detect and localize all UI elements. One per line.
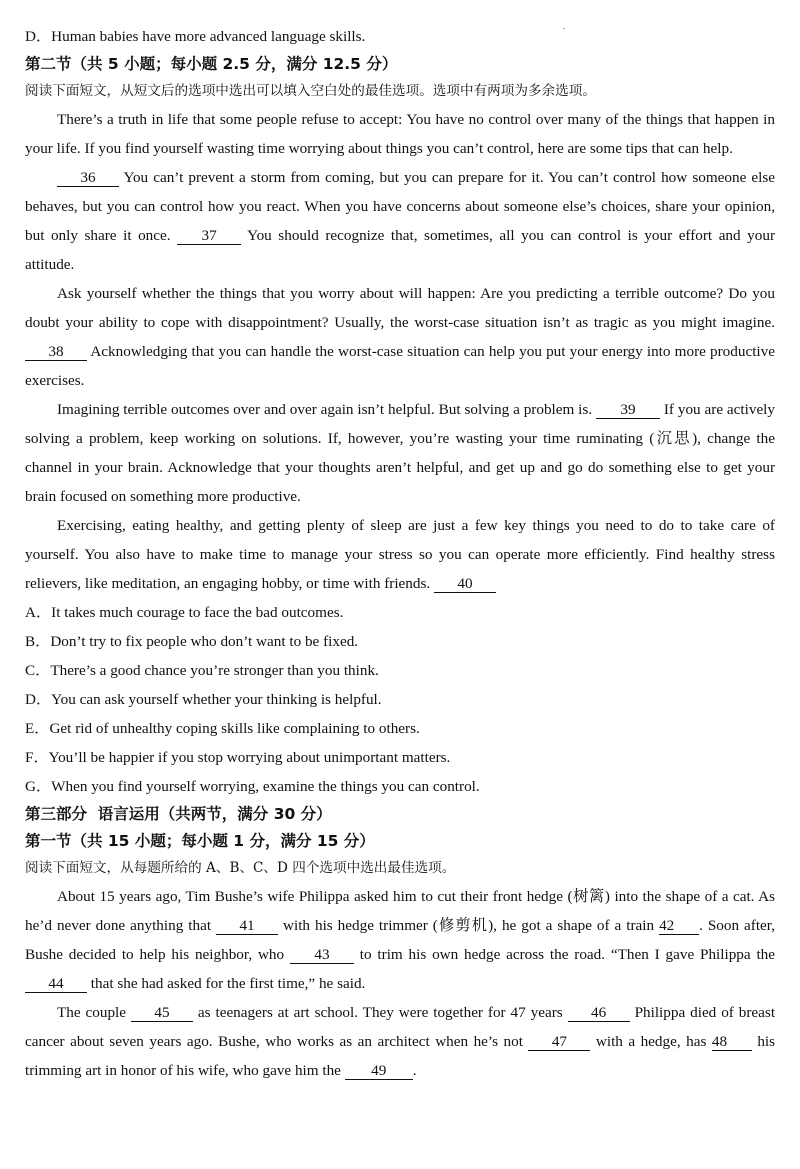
passage-paragraph (25, 998, 775, 1085)
section2-heading: 第二节（共 5 小题；每小题 2.5 分，满分 12.5 分） (25, 55, 398, 73)
paragraph-text: his trimming art in honor of his wife, who gave him the (25, 1033, 776, 1079)
option-a: A．It takes much courage to face the bad outcomes. (25, 604, 344, 621)
passage-paragraph (25, 882, 775, 998)
paragraph-text: Acknowledging that you can handle the worst-case situation can help you put your energy into more productive exercises. (25, 343, 775, 389)
blank-39[interactable]: 39 (596, 401, 660, 419)
paragraph-text: . Soon after, Bushe decided to help his neighbor, who (25, 917, 776, 963)
paragraph-text: that she had asked for the first time,” he said. (90, 975, 366, 992)
paragraph-text: There’s a truth in life that some people refuse to accept: You have no control over many of the things that happen in your life. If you find yourself wasting time worrying about things you can’t control, here are some tips that can help. (25, 111, 775, 157)
blank-38[interactable]: 38 (25, 343, 87, 361)
option-e: E．Get rid of unhealthy coping skills like complaining to others. (25, 720, 420, 737)
passage-paragraph (25, 395, 775, 511)
paragraph-text: as teenagers at art school. They were together for 47 years (197, 1004, 563, 1021)
passage-paragraph (25, 279, 775, 395)
paragraph-text: with a hedge, has (595, 1033, 707, 1050)
blank-45[interactable]: 45 (131, 1004, 193, 1022)
part3-subheading: 第一节（共 15 小题；每小题 1 分，满分 15 分） (25, 832, 375, 850)
paragraph-text: with his hedge trimmer (修剪机), he got a shape of a train (283, 917, 655, 934)
passage-paragraph (25, 511, 775, 598)
blank-44[interactable]: 44 (25, 975, 87, 993)
blank-49[interactable]: 49 (345, 1062, 413, 1080)
section2-instruction: 阅读下面短文，从短文后的选项中选出可以填入空白处的最佳选项。选项中有两项为多余选项。 (25, 83, 596, 99)
part3-instruction: 阅读下面短文，从每题所给的 A、B、C、D 四个选项中选出最佳选项。 (25, 860, 456, 876)
blank-41[interactable]: 41 (216, 917, 278, 935)
blank-46[interactable]: 46 (568, 1004, 630, 1022)
scan-speck (563, 28, 565, 29)
blank-37[interactable]: 37 (177, 227, 241, 245)
paragraph-text: to trim his own hedge across the road. “Then I gave Philippa the (359, 946, 776, 963)
passage-paragraph (25, 105, 775, 163)
blank-47[interactable]: 47 (528, 1033, 590, 1051)
paragraph-text: Ask yourself whether the things that you worry about will happen: Are you predicting a terrible outcome? Do you doubt your ability to cope with disappointment? Usually, the worst-case situation isn’t as tragic as you might imagine. (25, 285, 775, 331)
paragraph-text: Philippa died of breast cancer about seven years ago. Bushe, who works as an architect when he’s not (25, 1004, 776, 1050)
paragraph-text: About 15 years ago, Tim Bushe’s wife Philippa asked him to cut their front hedge (树篱) into the shape of a cat. As he’d never done anything that (25, 888, 775, 934)
paragraph-text: The couple (57, 1004, 127, 1021)
option-c: C．There’s a good chance you’re stronger than you think. (25, 662, 379, 679)
paragraph-text: You should recognize that, sometimes, all you can control is your effort and your attitude. (25, 227, 776, 273)
option-d: D．You can ask yourself whether your thinking is helpful. (25, 691, 382, 708)
blank-42[interactable]: 42 (659, 917, 699, 935)
part3-heading: 第三部分 语言运用（共两节，满分 30 分） (25, 805, 332, 823)
option-b: B．Don’t try to fix people who don’t want to be fixed. (25, 633, 359, 650)
blank-43[interactable]: 43 (290, 946, 354, 964)
paragraph-text: You can’t prevent a storm from coming, but you can prepare for it. You can’t control how someone else behaves, but you can control how you react. When you have concerns about someone else’s choices, share your opinion, but only share it once. (25, 169, 775, 244)
paragraph-text: . (412, 1062, 417, 1079)
paragraph-text: Exercising, eating healthy, and getting plenty of sleep are just a few key things you need to do to take care of yourself. You also have to make time to manage your stress so you can operate more efficiently. Find healthy stress relievers, like meditation, an engaging hobby, or time with friends. (25, 517, 775, 592)
paragraph-text: Imagining terrible outcomes over and over again isn’t helpful. But solving a problem is. (57, 401, 593, 418)
option-g: G．When you find yourself worrying, examine the things you can control. (25, 778, 480, 795)
prev-option-d: D．Human babies have more advanced language skills. (25, 28, 366, 45)
passage-paragraph (25, 163, 775, 279)
blank-36[interactable]: 36 (57, 169, 119, 187)
option-f: F．You’ll be happier if you stop worrying about unimportant matters. (25, 749, 451, 766)
blank-40[interactable]: 40 (434, 575, 496, 593)
paragraph-text: If you are actively solving a problem, keep working on solutions. If, however, you’re wasting your time ruminating (沉思), change the channel in your brain. Acknowledge that your thoughts aren’t helpful, and get up and go do something else to get your brain focused on something more productive. (25, 401, 775, 505)
blank-48[interactable]: 48 (712, 1033, 752, 1051)
